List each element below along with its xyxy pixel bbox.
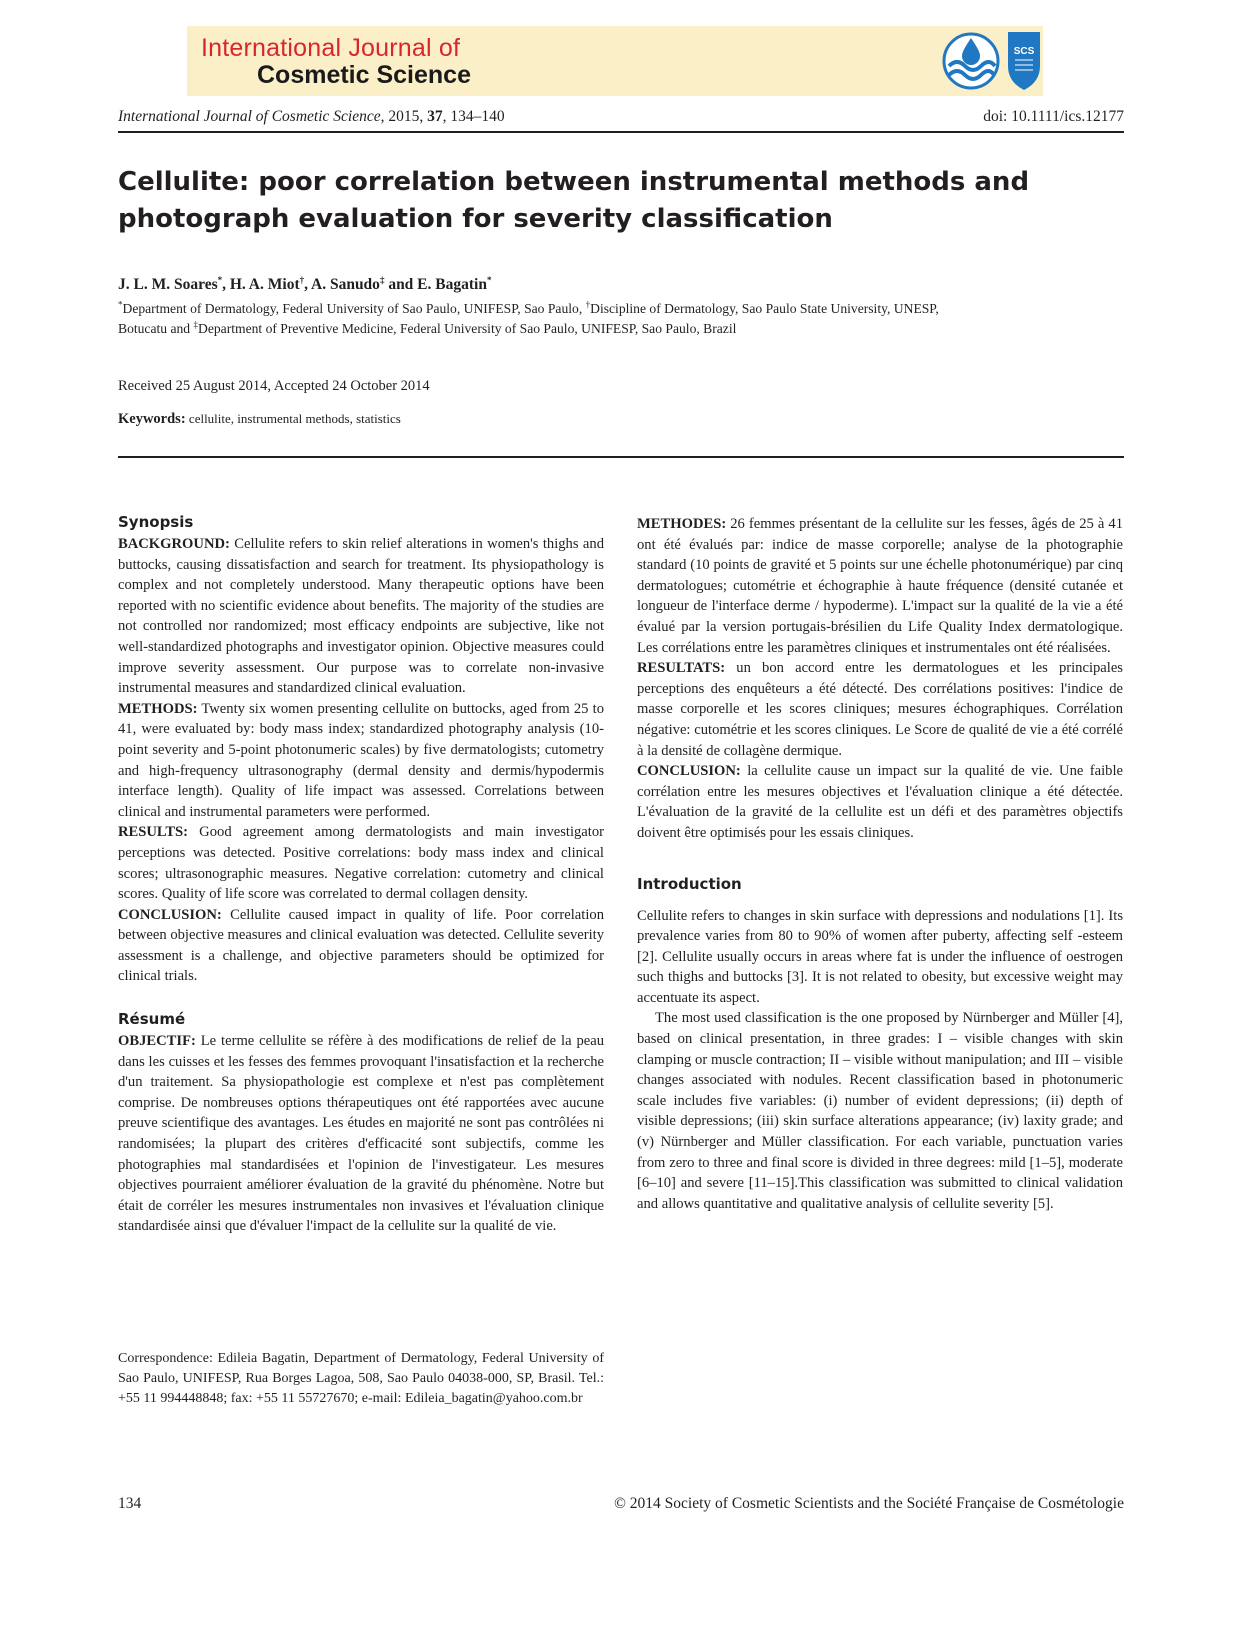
affiliation-mark: ‡ xyxy=(379,274,385,285)
paragraph-text: un bon accord entre les dermatologues et les principales perceptions des enquêteurs a été détecté. Des corrélations positives: l'indice de masse corporelle et les scores cliniques; mesures échographiques. Corrélation négative: cutométrie et les scores cliniques. Le Score de qualité de vie a été corrélé à la densité de collagène dermique. xyxy=(637,660,1123,759)
citation-pages: , 134–140 xyxy=(442,108,505,125)
resume-objectif xyxy=(118,1031,604,1237)
journal-banner xyxy=(187,26,1043,96)
journal-name-line2: Cosmetic Science xyxy=(257,61,471,89)
synopsis-conclusion xyxy=(118,905,604,987)
correspondence-note: Correspondence: Edileia Bagatin, Department of Dermatology, Federal University of Sao Paulo, UNIFESP, Rua Borges Lagoa, 508, Sao Paulo 04038-000, SP, Brasil. Tel.: +55 11 994448848; fax: +55 11 55727670; e-mail: Edileia_bagatin@yahoo.com.br xyxy=(118,1351,604,1406)
synopsis-methods xyxy=(118,699,604,823)
paragraph-text: Le terme cellulite se réfère à des modifications de relief de la peau dans les cuisses et les fesses des femmes provoquant l'insatisfaction et la recherche d'un traitement. Sa physiopathologie est complexe et n'est pas complètement comprise. De nombreuses options thérapeutiques ont été rapportées avec aucune preuve scientifique des avantages. Les études en majorité ne sont pas contrôlées ni randomisées; la plupart des critères d'efficacité sont subjectifs, comme les photographies mal standardisées et l'opinion de l'investigateur. Les mesures objectives pourraient améliorer évaluation de la gravité du phénomène. Notre but était de corréler les mesures instrumentales non invasives et l'évaluation clinique standardisée ainsi que d'évaluer l'impact de la cellulite sur la qualité de vie. xyxy=(118,1033,604,1235)
synopsis-background xyxy=(118,534,604,699)
author-name: , A. Sanudo xyxy=(304,276,380,293)
affiliation-text: Department of Preventive Medicine, Federal University of Sao Paulo, UNIFESP, Sao Paulo, Brazil xyxy=(198,321,737,336)
paragraph-label: METHODES: xyxy=(637,516,727,532)
left-column xyxy=(118,512,604,1237)
citation-volume: 37 xyxy=(427,108,443,125)
introduction-heading: Introduction xyxy=(637,874,742,893)
synopsis-heading: Synopsis xyxy=(118,513,194,531)
paragraph-text: Cellulite caused impact in quality of life. Poor correlation between objective measures and clinical evaluation was detected. Cellulite severity assessment is a challenge, and objective parameters should be optimized for clinical trials. xyxy=(118,906,604,985)
paragraph-label: RESULTS: xyxy=(118,824,189,841)
paragraph-text: 26 femmes présentant de la cellulite sur les fesses, âgés de 25 à 41 ont été évalués par: indice de masse corporelle; analyse de la photographie standard (10 points de gravité et 5 points sur une échelle photonumérique) par cinq dermatologues; cutométrie et échographie à haute fréquence (densité cutanée et longueur de l'interface derme / hypoderme). L'impact sur la qualité de la vie a été évalué par la version portugais-brésilien du Life Quality Index dermatologique. Les corrélations entre les paramètres cliniques et instrumentales ont été réalisées. xyxy=(637,516,1123,656)
article-title xyxy=(118,164,1118,238)
citation-year: , 2015, xyxy=(380,108,428,125)
citation-journal: International Journal of Cosmetic Science xyxy=(118,108,381,125)
society-shield-logo-icon xyxy=(1006,30,1042,92)
svg-text:SCS: SCS xyxy=(1013,46,1035,57)
affiliation-mark: † xyxy=(585,299,591,310)
paragraph-label: CONCLUSION: xyxy=(637,763,741,780)
resume-conclusion xyxy=(637,761,1123,843)
paragraph-text: Cellulite refers to skin relief alterations in women's thighs and buttocks, causing dissatisfaction and search for treatment. Its physiopathology is complex and not completely understood. Many therapeutic options have been reported with no scientific evidence about benefits. The majority of the studies are not controlled nor randomized; most efficacy endpoints are subjective, like not well-standardized photographs and investigator opinion. Objective measures could improve severity assessment. Our purpose was to correlate non-invasive instrumental measures and standardized clinical evaluation. xyxy=(118,536,604,697)
doi-link[interactable]: doi: 10.1111/ics.12177 xyxy=(983,108,1124,125)
keywords-value: cellulite, instrumental methods, statistics xyxy=(185,411,401,426)
affiliation-mark: * xyxy=(486,274,492,285)
keywords-label: Keywords: xyxy=(118,411,186,427)
running-citation xyxy=(118,108,505,126)
author-name: J. L. M. Soares xyxy=(118,276,218,293)
author-list xyxy=(118,276,491,294)
right-column xyxy=(637,514,1123,1214)
author-name: , H. A. Miot xyxy=(222,276,300,293)
paragraph-label: METHODS: xyxy=(118,700,198,717)
paragraph-label: BACKGROUND: xyxy=(118,536,230,552)
paragraph-label: OBJECTIF: xyxy=(118,1033,196,1050)
affiliation-mark: * xyxy=(118,299,123,310)
introduction-paragraph-1: Cellulite refers to changes in skin surface with depressions and nodulations [1]. Its prevalence varies from 80 to 90% of women after puberty, affecting self -esteem [2]. Cellulite usually occurs in areas where fat is under the influence of oestrogen such thighs and buttocks [3]. It is not related to obesity, but excessive weight may accentuate its aspect. xyxy=(637,907,1123,1006)
paragraph-text: la cellulite cause un impact sur la qualité de vie. Une faible corrélation entre les mesures objectives et l'évaluation clinique a été détectée. L'évaluation de la gravité de la cellulite est un défi et des paramètres objectifs doivent être optimisés pour les essais cliniques. xyxy=(637,763,1123,841)
affiliation-mark: † xyxy=(299,274,305,285)
section-divider xyxy=(118,456,1124,458)
keywords xyxy=(118,411,401,428)
copyright-notice: © 2014 Society of Cosmetic Scientists and the Société Française de Cosmétologie xyxy=(614,1495,1124,1512)
page-number: 134 xyxy=(118,1495,142,1512)
affiliation-text: Botucatu and xyxy=(118,321,194,336)
author-name: and E. Bagatin xyxy=(384,276,487,293)
paragraph-text: Good agreement among dermatologists and main investigator perceptions was detected. Positive correlations: body mass index and clinical scores; ultrasonographic measures. Negative correlation: cutometry and clinical scores. Quality of life score was correlated to dermal collagen density. xyxy=(118,824,604,903)
paragraph-label: CONCLUSION: xyxy=(118,906,222,923)
affiliation-mark: * xyxy=(217,274,223,285)
resume-heading: Résumé xyxy=(118,1010,186,1029)
synopsis-results xyxy=(118,822,604,904)
resume-resultats xyxy=(637,658,1123,761)
affiliation-text: Discipline of Dermatology, Sao Paulo State University, UNESP, xyxy=(590,301,939,316)
journal-name-line1: International Journal of xyxy=(201,34,461,62)
received-dates: Received 25 August 2014, Accepted 24 October 2014 xyxy=(118,378,430,394)
affiliation-text: Department of Dermatology, Federal University of Sao Paulo, UNIFESP, Sao Paulo, xyxy=(122,301,586,316)
title-line-2: photograph evaluation for severity classification xyxy=(118,204,833,234)
paragraph-label: RESULTATS: xyxy=(637,660,726,677)
paragraph-text: Twenty six women presenting cellulite on buttocks, aged from 25 to 41, were evaluated by: body mass index; standardized photography analysis (10-point severity and 5-point photonumeric scales) by five dermatologists; cutometry and high-frequency ultrasonography (dermal density and dermis/hypodermis interface length). Quality of life impact was assessed. Correlations between clinical and instrumental parameters were performed. xyxy=(118,700,604,820)
affiliation-mark: ‡ xyxy=(193,319,199,330)
journal-wave-logo-icon xyxy=(941,30,1001,92)
introduction-paragraph-2: The most used classification is the one proposed by Nürnberger and Müller [4], based on clinical presentation, in three grades: I – visible changes with skin clamping or muscle contraction; II – visible without manipulation; and III – visible changes associated with nodules. Recent classification based in photonumeric scale includes five variables: (i) number of evident depressions; (ii) depth of visible depressions; (iii) skin surface alterations appearance; (iv) laxity grade; and (v) Nürnberger and Müller classification. For each variable, punctuation varies from zero to three and final score is divided in three degrees: mild [1–5], moderate [6–10] and severe [11–15].This classification was submitted to clinical validation and allows quantitative and qualitative analysis of cellulite severity [5]. xyxy=(637,1010,1123,1212)
title-line-1: Cellulite: poor correlation between instrumental methods and xyxy=(118,167,1030,197)
affiliations xyxy=(118,299,1124,339)
resume-methodes xyxy=(637,514,1123,658)
header-divider xyxy=(118,131,1124,133)
